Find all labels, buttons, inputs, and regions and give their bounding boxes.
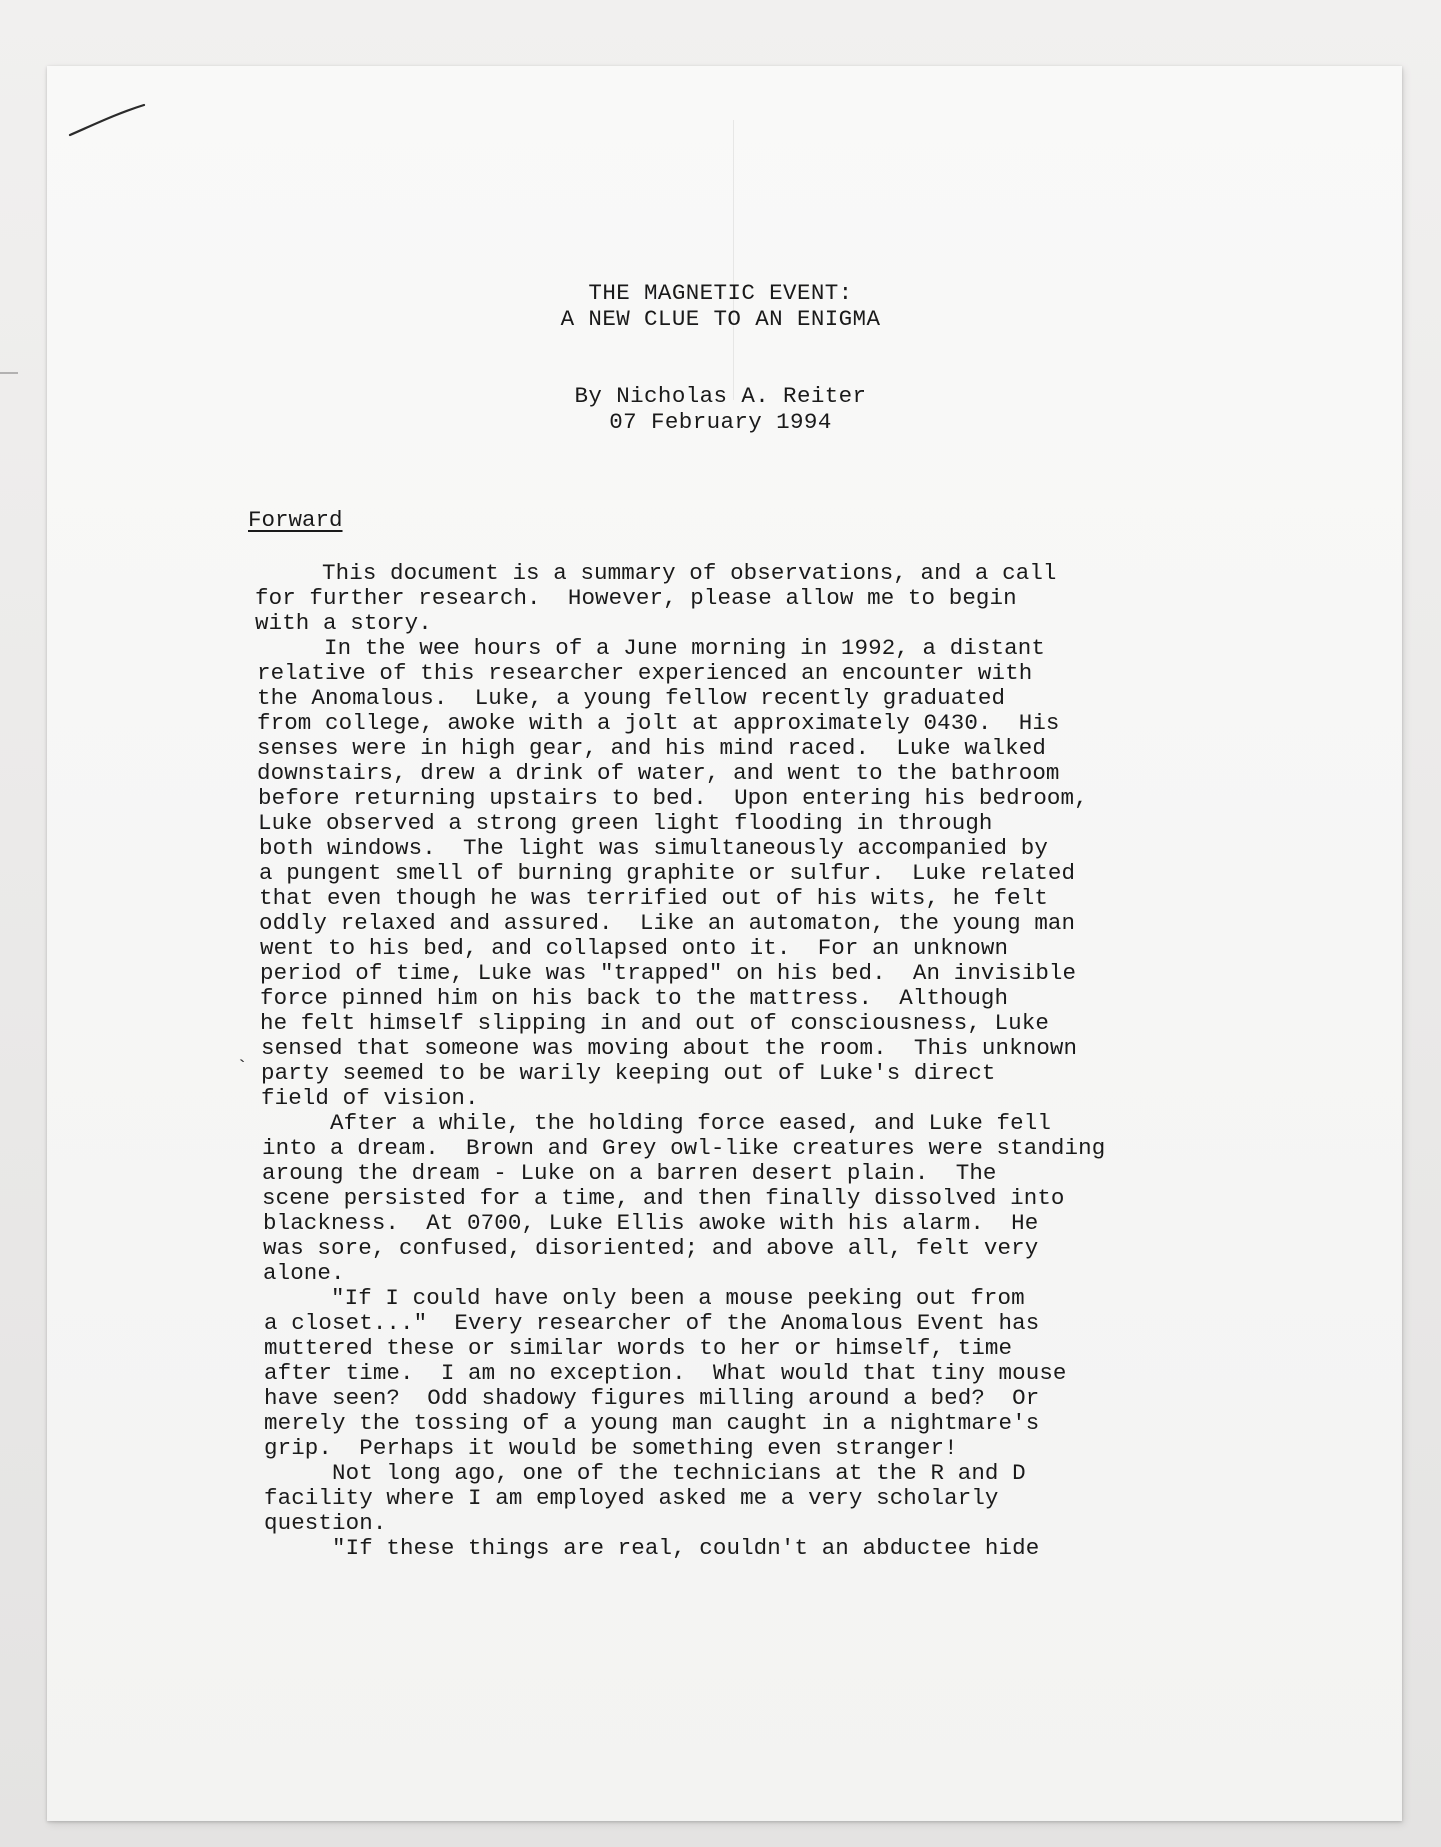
document-title-line-2: A NEW CLUE TO AN ENIGMA [560,306,881,332]
body-line: After a while, the holding force eased, and Luke fell [262,1110,1051,1136]
body-line: senses were in high gear, and his mind raced. Luke walked [257,735,1046,761]
body-line: sensed that someone was moving about the room. This unknown [261,1035,1078,1061]
stray-tick-mark: ` [236,1058,249,1081]
body-line: Luke observed a strong green light flooding in through [258,810,993,836]
body-line: grip. Perhaps it would be something even stranger! [264,1435,958,1461]
document-byline: By Nicholas A. Reiter [574,383,867,409]
body-line: from college, awoke with a jolt at approximately 0430. His [257,710,1060,736]
body-line: oddly relaxed and assured. Like an automaton, the young man [259,910,1076,936]
body-line: Not long ago, one of the technicians at the R and D [264,1460,1026,1486]
body-line: downstairs, drew a drink of water, and went to the bathroom [257,760,1060,786]
body-line: question. [264,1510,387,1536]
body-line: period of time, Luke was "trapped" on his bed. An invisible [260,960,1077,986]
body-line: he felt himself slipping in and out of consciousness, Luke [260,1010,1049,1036]
section-heading: Forward [248,507,343,533]
body-line: that even though he was terrified out of his wits, he felt [259,885,1048,911]
body-line: "If I could have only been a mouse peeking out from [263,1285,1025,1311]
body-line: force pinned him on his back to the mattress. Although [260,985,1009,1011]
body-line: In the wee hours of a June morning in 1992, a distant [256,635,1045,661]
body-line: scene persisted for a time, and then finally dissolved into [262,1185,1065,1211]
body-line: "If these things are real, couldn't an abductee hide [264,1535,1040,1561]
body-line: merely the tossing of a young man caught in a nightmare's [264,1410,1040,1436]
body-line: aroung the dream - Luke on a barren desert plain. The [262,1160,997,1186]
body-line: with a story. [255,610,432,636]
body-line: relative of this researcher experienced an encounter with [257,660,1033,686]
body-line: went to his bed, and collapsed onto it. For an unknown [260,935,1009,961]
body-line: into a dream. Brown and Grey owl-like creatures were standing [262,1135,1106,1161]
body-line: was sore, confused, disoriented; and above all, felt very [263,1235,1039,1261]
body-line: both windows. The light was simultaneously accompanied by [259,835,1048,861]
body-line: blackness. At 0700, Luke Ellis awoke with his alarm. He [263,1210,1039,1236]
document-date: 07 February 1994 [609,409,832,435]
body-line: field of vision. [261,1085,479,1111]
body-line: muttered these or similar words to her or himself, time [264,1335,1013,1361]
body-line: alone. [263,1260,345,1286]
document-title-line-1: THE MAGNETIC EVENT: [588,280,853,306]
body-line: have seen? Odd shadowy figures milling around a bed? Or [264,1385,1040,1411]
body-line: the Anomalous. Luke, a young fellow recently graduated [257,685,1006,711]
body-line: a pungent smell of burning graphite or sulfur. Luke related [259,860,1076,886]
body-line: facility where I am employed asked me a very scholarly [264,1485,999,1511]
body-line: before returning upstairs to bed. Upon entering his bedroom, [258,785,1088,811]
body-line: This document is a summary of observations, and a call [254,560,1057,586]
body-line: a closet..." Every researcher of the Anomalous Event has [264,1310,1040,1336]
body-line: party seemed to be warily keeping out of Luke's direct [261,1060,996,1086]
body-line: for further research. However, please allow me to begin [255,585,1017,611]
body-line: after time. I am no exception. What would that tiny mouse [264,1360,1067,1386]
